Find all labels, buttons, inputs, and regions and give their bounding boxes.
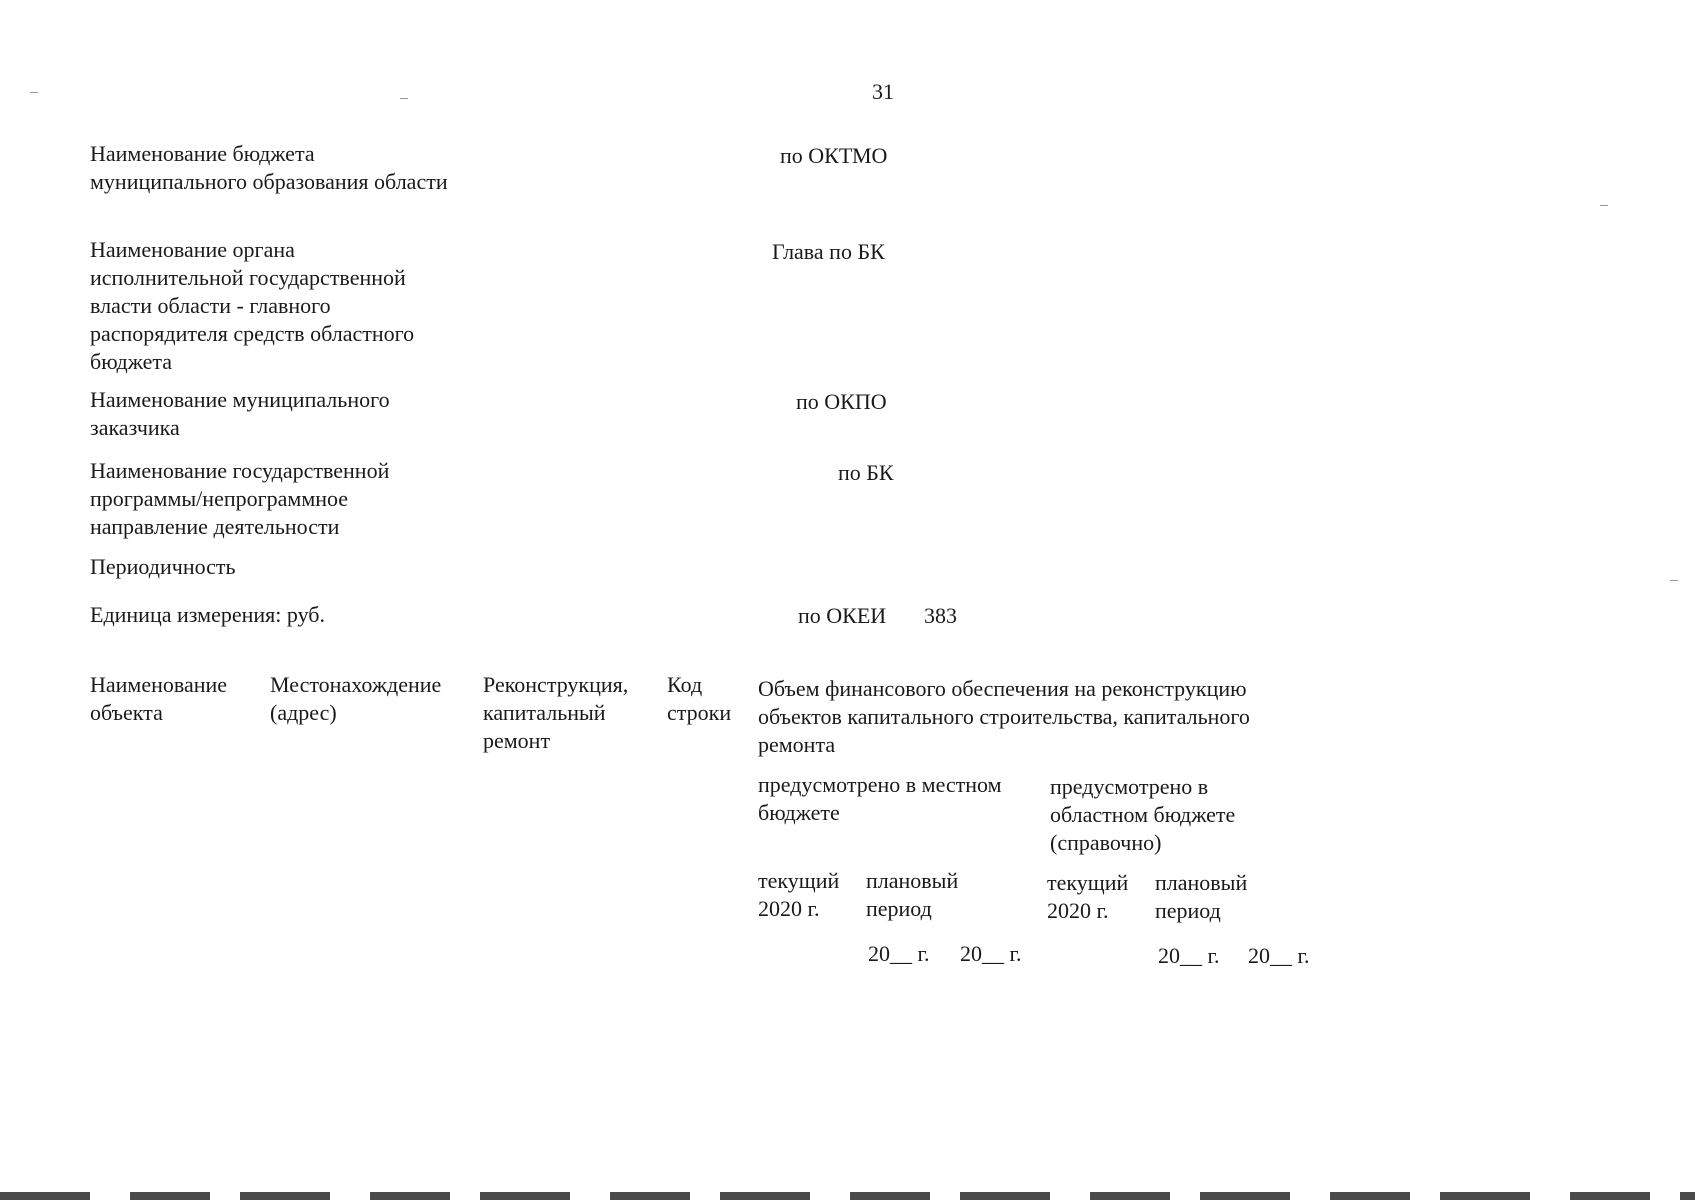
regional-year1: 20__ г. xyxy=(1158,943,1220,968)
scan-speck xyxy=(30,92,38,93)
okpo-code-label: по ОКПО xyxy=(796,389,887,414)
scan-speck xyxy=(1600,205,1608,206)
col-header-object: Наименование объекта xyxy=(90,672,228,725)
unit-label: Единица измерения: руб. xyxy=(90,602,325,627)
local-year2: 20__ г. xyxy=(960,941,1022,966)
budget-name-label: Наименование бюджета муниципального образования области xyxy=(90,141,448,194)
subheader-local-current: текущий 2020 г. xyxy=(758,868,840,921)
page-number: 31 xyxy=(872,79,894,104)
subheader-regional-current: текущий 2020 г. xyxy=(1047,870,1129,923)
col-header-location: Местонахождение (адрес) xyxy=(270,672,442,725)
local-year1: 20__ г. xyxy=(868,941,930,966)
okei-code-label: по ОКЕИ xyxy=(798,603,887,628)
subheader-local-budget: предусмотрено в местном бюджете xyxy=(758,772,1002,825)
customer-name-label: Наименование муниципального заказчика xyxy=(90,387,390,440)
scan-speck xyxy=(1670,580,1678,581)
regional-year2: 20__ г. xyxy=(1248,943,1310,968)
authority-name-label: Наименование органа исполнительной государственной власти области - главного распорядителя средств областного бюджета xyxy=(90,237,415,374)
col-header-type: Реконструкция, капитальный ремонт xyxy=(483,672,629,753)
subheader-regional-budget: предусмотрено в областном бюджете (справочно) xyxy=(1050,774,1236,855)
program-name-label: Наименование государственной программы/непрограммное направление деятельности xyxy=(90,458,390,539)
scan-edge-artifact xyxy=(0,1192,1695,1200)
col-header-volume: Объем финансового обеспечения на реконструкцию объектов капитального строительства, капитального ремонта xyxy=(758,676,1250,757)
periodicity-label: Периодичность xyxy=(90,554,236,579)
oktmo-code-label: по ОКТМО xyxy=(780,143,888,168)
head-bk-code-label: Глава по БК xyxy=(772,239,885,264)
col-header-code: Код строки xyxy=(667,672,732,725)
scan-speck xyxy=(400,98,408,99)
bk-code-label: по БК xyxy=(838,460,894,485)
subheader-regional-planned: плановый период xyxy=(1155,870,1248,923)
okei-code-value: 383 xyxy=(924,603,957,628)
subheader-local-planned: плановый период xyxy=(866,868,959,921)
